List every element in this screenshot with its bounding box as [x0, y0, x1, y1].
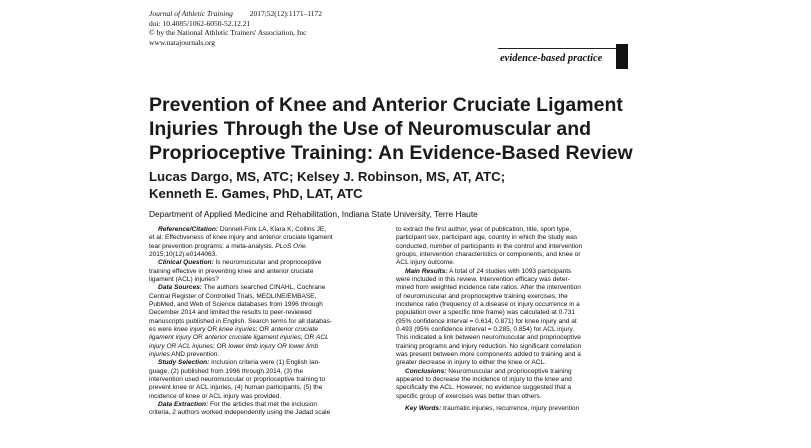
- title-line: Prevention of Knee and Anterior Cruciate Ligament: [149, 94, 623, 116]
- text-line: training effective in preventing knee and anterior cruciate: [149, 267, 314, 275]
- text-line: Central Register of Controlled Trials, MEDLINE/EMBASE,: [149, 292, 317, 300]
- text-line: conducted, number of participants in the control and intervention: [396, 242, 583, 250]
- text-line: This indicated a link between neuromuscular and proprioceptive: [396, 334, 581, 342]
- text-line: mined from weighted incidence rate ratios. After the intervention: [396, 284, 581, 292]
- text-line: to extract the first author, year of publication, title, sport type,: [396, 226, 572, 233]
- journal-name: Journal of Athletic Training: [149, 9, 233, 18]
- text-line: ligament injury OR anterior cruciate ligament injuries; OR ACL: [149, 334, 329, 342]
- text-line: were included in this review. Intervention efficacy was deter-: [396, 275, 570, 283]
- abstract-right-column: [396, 226, 628, 413]
- text-line: participant sex, participant age, country in which the study was: [396, 234, 578, 242]
- section-tag: [498, 48, 626, 67]
- study-selection: Study Selection: Inclusion criteria were (1) English lan-: [158, 359, 321, 367]
- journal-citation: 2017;52(12):1171–1172: [249, 9, 323, 18]
- text-line: specific group of exercises was better than others.: [396, 392, 542, 400]
- text-line: ACL injury outcome.: [396, 259, 455, 267]
- main-results: Main Results: A total of 24 studies with 1093 participants: [405, 267, 572, 275]
- article-title: [149, 93, 633, 165]
- text-line: 2015;10(12):e0144063.: [149, 250, 218, 258]
- journal-header: [149, 9, 322, 47]
- text-line: intervention used neuromuscular or proprioceptive training to: [149, 375, 326, 383]
- text-line: PubMed, and Web of Science databases from 1996 through: [149, 300, 323, 308]
- author-line: Lucas Dargo, MS, ATC; Kelsey J. Robinson, MS, AT, ATC;: [149, 169, 506, 184]
- section-label: evidence-based practice: [500, 53, 603, 64]
- text-line: et al. Effectiveness of knee injury and anterior cruciate ligament: [149, 234, 333, 242]
- authors: [149, 169, 505, 202]
- text-line: es were knee injury OR knee injuries; OR anterior cruciate: [149, 325, 318, 333]
- conclusions: Conclusions: Neuromuscular and proprioceptive training: [405, 367, 572, 375]
- text-line: ligament (ACL) injuries?: [149, 275, 219, 283]
- section-bar: [616, 44, 628, 69]
- text-line: greater decrease in injury to either the knee or ACL.: [396, 359, 546, 367]
- author-line: Kenneth E. Games, PhD, LAT, ATC: [149, 185, 363, 201]
- data-sources: Data Sources: The authors searched CINAHL, Cochrane: [158, 284, 326, 292]
- text-line: tear prevention programs: a meta-analysis. PLoS One.: [149, 242, 308, 250]
- text-line: prevent knee or ACL injuries, (4) human participants, (5) the: [149, 384, 323, 392]
- title-line: Injuries Through the Use of Neuromuscular and: [149, 118, 592, 140]
- text-line: specifically the ACL. However, no evidence suggested that a: [396, 384, 572, 392]
- text-line: incidence of knee or ACL injury was provided.: [149, 392, 282, 400]
- text-line: population over a specific time frame) was calculated at 0.731: [396, 309, 576, 317]
- text-line: of neuromuscular and proprioceptive training exercises, the: [396, 292, 568, 300]
- title-line: Proprioceptive Training: An Evidence-Based Review: [149, 142, 633, 164]
- abstract-left-column: [149, 226, 379, 418]
- text-line: (95% confidence interval = 0.614, 0.871) for knee injury and at: [396, 317, 577, 325]
- text-line: training programs and injury reduction. No significant correlation: [396, 342, 582, 350]
- text-line: 0.493 (95% confidence interval = 0.285, 0.854) for ACL injury.: [396, 325, 575, 333]
- text-line: incidence ratio (frequency of a disease or injury occurrence in a: [396, 300, 580, 308]
- text-line: criteria, 2 authors worked independently using the Jadad scale: [149, 409, 331, 417]
- key-words: Key Words: traumatic injuries, recurrence, injury prevention: [405, 404, 580, 412]
- text-line: groups, intervention characteristics or components, and knee or: [396, 250, 581, 258]
- reference-citation: Reference/Citation: Donnell-Fink LA, Klara K, Collins JE,: [158, 226, 327, 233]
- affiliation: Department of Applied Medicine and Rehabilitation, Indiana State University, Terre Haute: [149, 209, 478, 219]
- data-extraction: Data Extraction: For the articles that met the inclusion: [158, 400, 318, 408]
- text-line: December 2014 and limited the results to peer-reviewed: [149, 309, 312, 317]
- text-line: appeared to decrease the incidence of injury to the knee and: [396, 375, 572, 383]
- text-line: was present between more components added to training and a: [396, 350, 581, 358]
- journal-website: www.natajournals.org: [149, 37, 216, 47]
- clinical-question: Clinical Question: Is neuromuscular and proprioceptive: [158, 259, 322, 267]
- text-line: manuscripts published in English. Search terms for all databas-: [149, 317, 333, 325]
- text-line: injuries AND prevention.: [149, 350, 220, 358]
- text-line: injury OR ACL injuries; OR lower limb injury OR lower limb: [149, 342, 319, 350]
- doi: doi: 10.4085/1062-6050-52.12.21: [149, 18, 251, 28]
- copyright: © by the National Athletic Trainers' Association, Inc: [149, 28, 307, 38]
- text-line: guage, (2) published from 1996 through 2014, (3) the: [149, 367, 303, 375]
